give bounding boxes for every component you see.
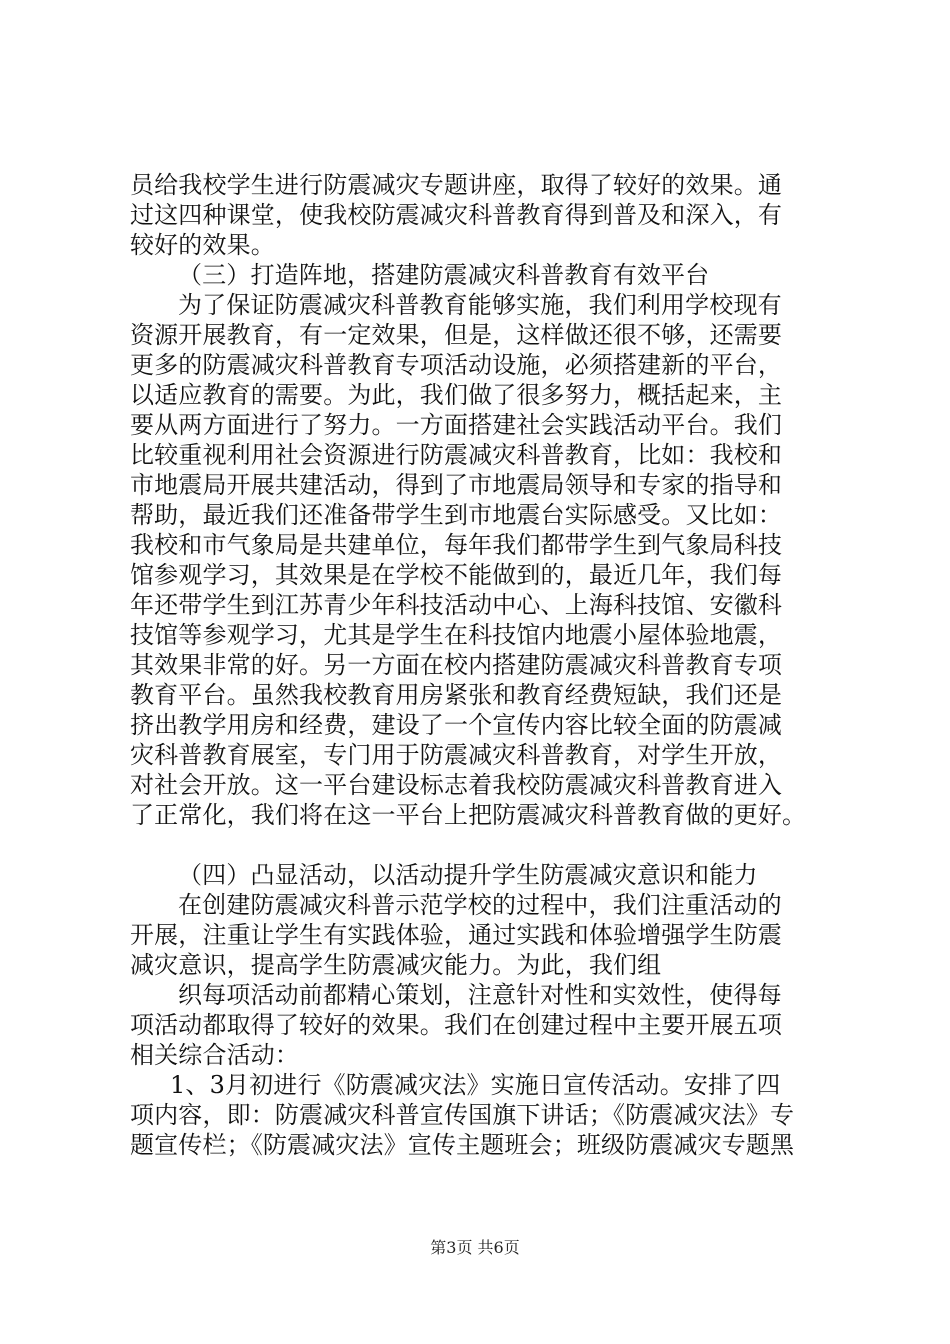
paragraph-line: 帮助，最近我们还准备带学生到市地震台实际感受。又比如： — [130, 501, 783, 529]
paragraph-line: 灾科普教育展室，专门用于防震减灾科普教育，对学生开放， — [130, 741, 783, 769]
paragraph-line: 挤出教学用房和经费，建设了一个宣传内容比较全面的防震减 — [130, 711, 783, 739]
list-item-heading: 1、3月初进行《防震减灾法》实施日宣传活动。安排了四 — [170, 1071, 781, 1099]
section-heading: （四）凸显活动，以活动提升学生防震减灾意识和能力 — [178, 861, 758, 889]
paragraph-line: 我校和市气象局是共建单位，每年我们都带学生到气象局科技 — [130, 531, 783, 559]
paragraph-line: 减灾意识，提高学生防震减灾能力。为此，我们组 — [130, 951, 662, 979]
document-body — [130, 170, 830, 1160]
paragraph-line: 在创建防震减灾科普示范学校的过程中，我们注重活动的 — [178, 891, 782, 919]
paragraph-line: 相关综合活动： — [130, 1041, 300, 1069]
paragraph-line: 题宣传栏；《防震减灾法》宣传主题班会；班级防震减灾专题黑 — [130, 1131, 795, 1159]
paragraph-line: 较好的效果。 — [130, 231, 275, 259]
paragraph-line: 技馆等参观学习，尤其是学生在科技馆内地震小屋体验地震， — [130, 621, 783, 649]
paragraph-line: 开展，注重让学生有实践体验，通过实践和体验增强学生防震 — [130, 921, 783, 949]
paragraph-line: 对社会开放。这一平台建设标志着我校防震减灾科普教育进入 — [130, 771, 783, 799]
paragraph-line: 项活动都取得了较好的效果。我们在创建过程中主要开展五项 — [130, 1011, 783, 1039]
paragraph-line: 过这四种课堂，使我校防震减灾科普教育得到普及和深入，有 — [130, 201, 783, 229]
page-footer — [0, 1238, 950, 1258]
paragraph-line: 资源开展教育，有一定效果，但是，这样做还很不够，还需要 — [130, 321, 783, 349]
paragraph-line: 以适应教育的需要。为此，我们做了很多努力，概括起来，主 — [130, 381, 783, 409]
paragraph-line: 了正常化，我们将在这一平台上把防震减灾科普教育做的更好。 — [130, 801, 807, 829]
paragraph-line: 更多的防震减灾科普教育专项活动设施，必须搭建新的平台， — [130, 351, 783, 379]
paragraph-line: 市地震局开展共建活动，得到了市地震局领导和专家的指导和 — [130, 471, 783, 499]
paragraph-line: 年还带学生到江苏青少年科技活动中心、上海科技馆、安徽科 — [130, 591, 783, 619]
paragraph-line: 项内容，即：防震减灾科普宣传国旗下讲话；《防震减灾法》专 — [130, 1101, 795, 1129]
paragraph-line: 为了保证防震减灾科普教育能够实施，我们利用学校现有 — [178, 291, 782, 319]
paragraph-line: 比较重视利用社会资源进行防震减灾科普教育，比如：我校和 — [130, 441, 783, 469]
paragraph-line: 教育平台。虽然我校教育用房紧张和教育经费短缺，我们还是 — [130, 681, 783, 709]
paragraph-line: 员给我校学生进行防震减灾专题讲座，取得了较好的效果。通 — [130, 171, 783, 199]
paragraph-line: 其效果非常的好。另一方面在校内搭建防震减灾科普教育专项 — [130, 651, 783, 679]
section-heading: （三）打造阵地，搭建防震减灾科普教育有效平台 — [178, 261, 710, 289]
blank-line — [130, 830, 830, 860]
paragraph-line: 织每项活动前都精心策划，注意针对性和实效性，使得每 — [178, 981, 782, 1009]
paragraph-line: 要从两方面进行了努力。一方面搭建社会实践活动平台。我们 — [130, 411, 783, 439]
paragraph-line: 馆参观学习，其效果是在学校不能做到的，最近几年，我们每 — [130, 561, 783, 589]
page-number: 第3页 共6页 — [430, 1238, 520, 1257]
